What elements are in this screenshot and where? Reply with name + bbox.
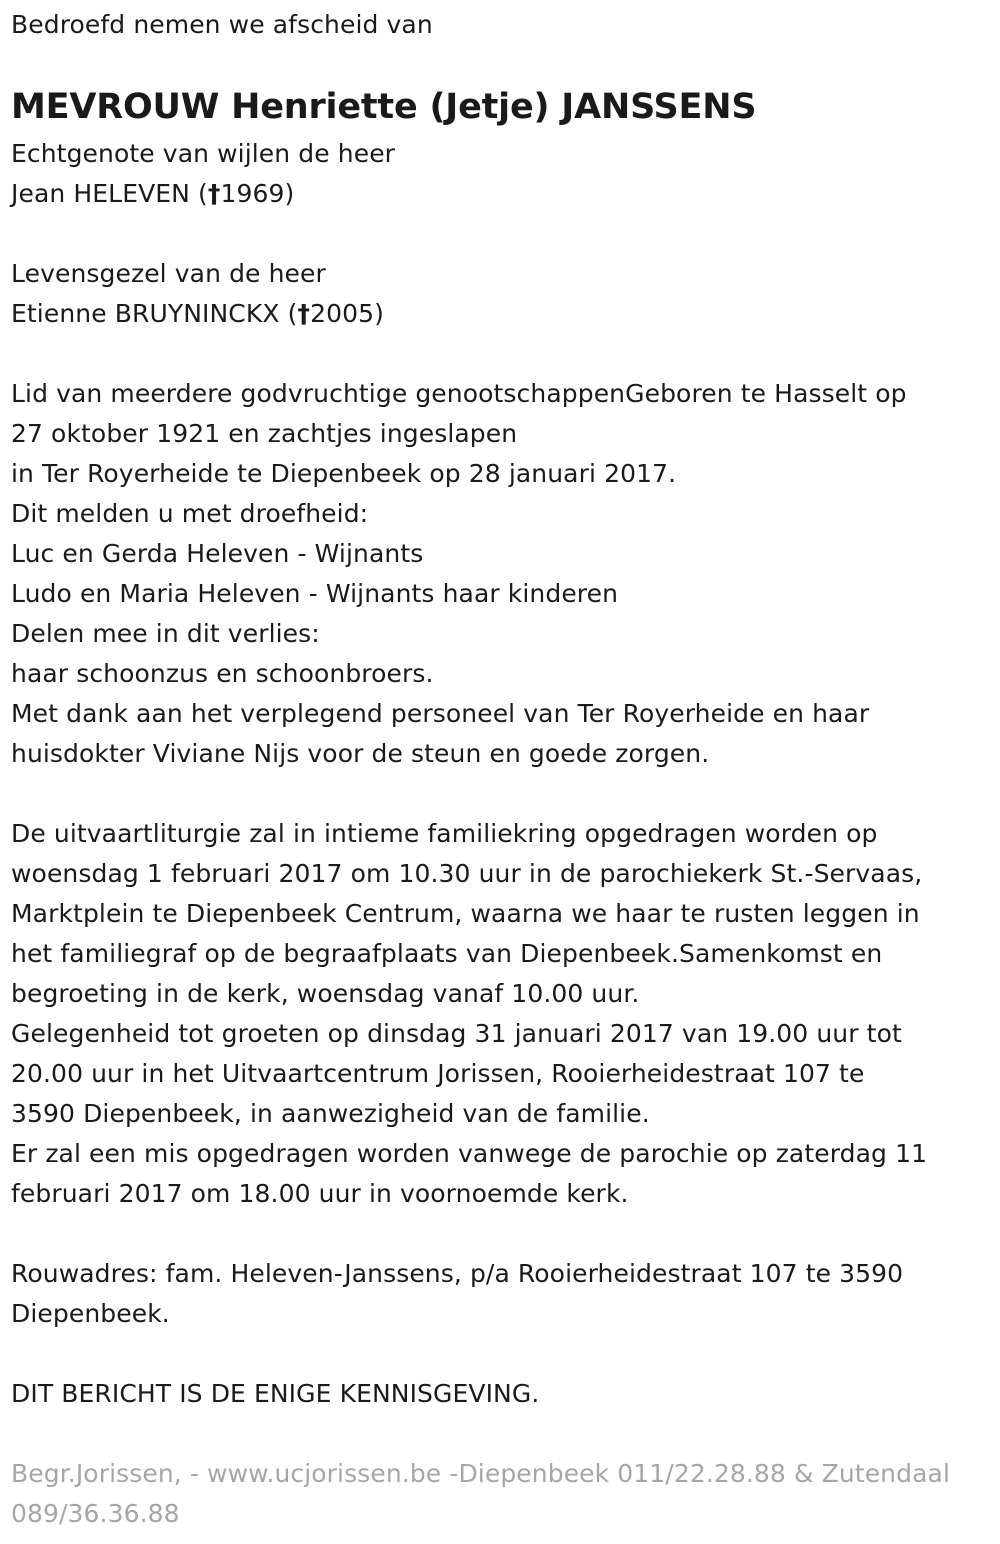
partner-death-year: 2005) — [310, 299, 384, 328]
partner-name: Etienne BRUYNINCKX ( — [11, 299, 298, 328]
service-line: 20.00 uur in het Uitvaartcentrum Jorissen, Rooierheidestraat 107 te — [11, 1059, 865, 1088]
partner-intro: Levensgezel van de heer — [11, 259, 326, 288]
footer-line: Begr.Jorissen, - www.ucjorissen.be -Diepenbeek 011/22.28.88 & Zutendaal — [11, 1459, 950, 1488]
service-line: woensdag 1 februari 2017 om 10.30 uur in de parochiekerk St.-Servaas, — [11, 859, 923, 888]
intro-text: Bedroefd nemen we afscheid van — [11, 10, 433, 39]
biography-line: Lid van meerdere godvruchtige genootschappenGeboren te Hasselt op — [11, 379, 907, 408]
biography-line: haar schoonzus en schoonbroers. — [11, 659, 434, 688]
cross-icon: † — [207, 179, 221, 208]
biography-line: 27 oktober 1921 en zachtjes ingeslapen — [11, 419, 518, 448]
sole-notice-text: DIT BERICHT IS DE ENIGE KENNISGEVING. — [11, 1379, 540, 1408]
service-line: februari 2017 om 18.00 uur in voornoemde kerk. — [11, 1179, 629, 1208]
biography-line: Met dank aan het verplegend personeel van Ter Royerheide en haar — [11, 699, 870, 728]
service-line: begroeting in de kerk, woensdag vanaf 10.00 uur. — [11, 979, 640, 1008]
biography-line: Delen mee in dit verlies: — [11, 619, 320, 648]
service-line: het familiegraf op de begraafplaats van Diepenbeek.Samenkomst en — [11, 939, 883, 968]
address-line: Diepenbeek. — [11, 1299, 170, 1328]
biography-line: Ludo en Maria Heleven - Wijnants haar kinderen — [11, 579, 619, 608]
address-line: Rouwadres: fam. Heleven-Janssens, p/a Rooierheidestraat 107 te 3590 — [11, 1259, 904, 1288]
deceased-name: MEVROUW Henriette (Jetje) JANSSENS — [11, 87, 757, 127]
footer-line: 089/36.36.88 — [11, 1499, 180, 1528]
biography-block — [11, 374, 907, 774]
spouse-block — [11, 134, 395, 214]
mourning-address-block — [11, 1254, 903, 1334]
spouse-death-year: 1969) — [220, 179, 295, 208]
spouse-line — [11, 174, 395, 214]
partner-line — [11, 294, 384, 334]
funeral-service-block — [11, 814, 927, 1214]
cross-icon: † — [297, 299, 311, 328]
spouse-intro: Echtgenote van wijlen de heer — [11, 139, 396, 168]
funeral-home-footer — [11, 1454, 950, 1534]
notice-block — [11, 1374, 539, 1414]
service-line: Gelegenheid tot groeten op dinsdag 31 januari 2017 van 19.00 uur tot — [11, 1019, 902, 1048]
biography-line: in Ter Royerheide te Diepenbeek op 28 januari 2017. — [11, 459, 677, 488]
service-line: Er zal een mis opgedragen worden vanwege de parochie op zaterdag 11 — [11, 1139, 928, 1168]
biography-line: Luc en Gerda Heleven - Wijnants — [11, 539, 424, 568]
spouse-name: Jean HELEVEN ( — [11, 179, 208, 208]
service-line: Marktplein te Diepenbeek Centrum, waarna we haar te rusten leggen in — [11, 899, 920, 928]
service-line: 3590 Diepenbeek, in aanwezigheid van de familie. — [11, 1099, 650, 1128]
partner-block — [11, 254, 384, 334]
biography-line: Dit melden u met droefheid: — [11, 499, 369, 528]
biography-line: huisdokter Viviane Nijs voor de steun en goede zorgen. — [11, 739, 710, 768]
service-line: De uitvaartliturgie zal in intieme familiekring opgedragen worden op — [11, 819, 878, 848]
